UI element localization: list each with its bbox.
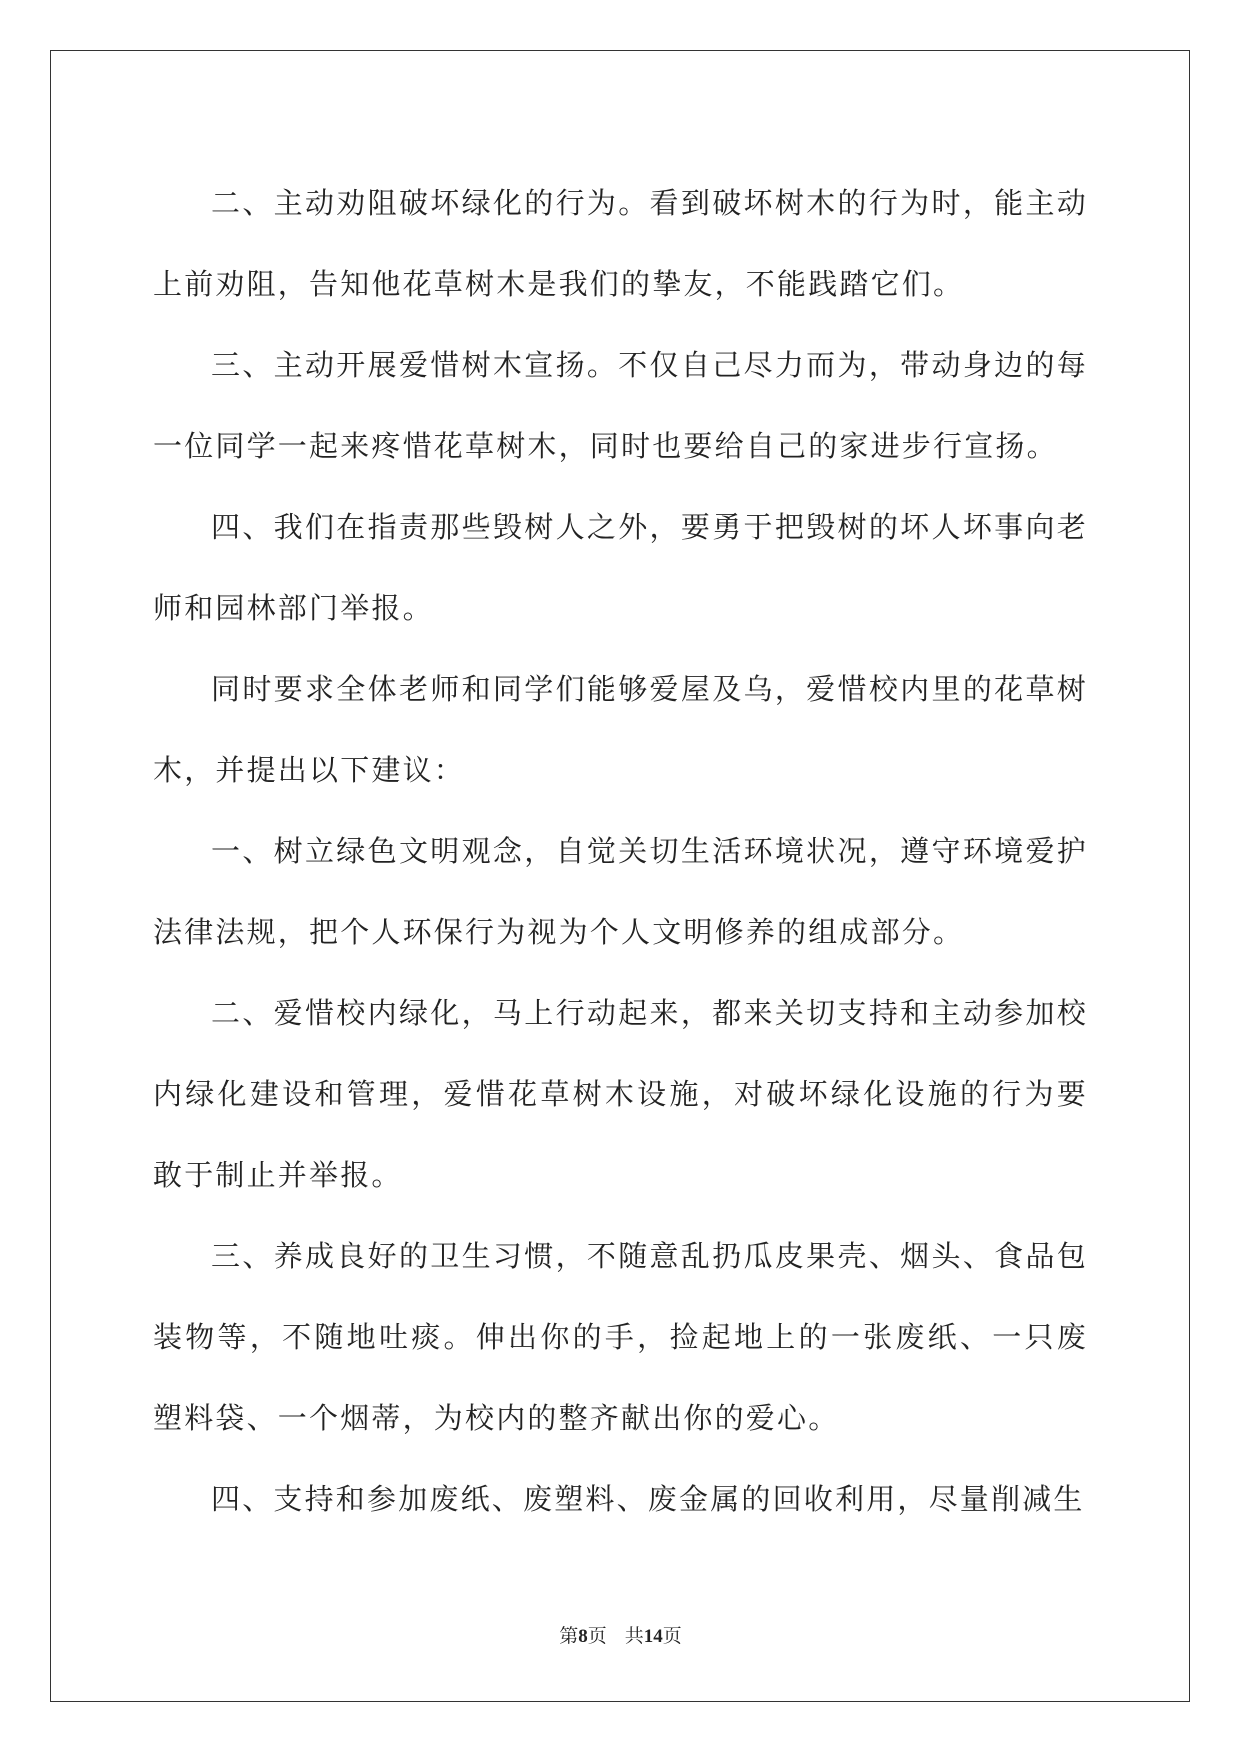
- paragraph: 同时要求全体老师和同学们能够爱屋及乌，爱惜校内里的花草树木，并提出以下建议：: [153, 672, 1088, 787]
- paragraph: 三、养成良好的卫生习惯，不随意乱扔瓜皮果壳、烟头、食品包装物等，不随地吐痰。伸出你的手，捡起地上的一张废纸、一只废塑料袋、一个烟蒂，为校内的整齐献出你的爱心。: [153, 1239, 1088, 1435]
- total-prefix: 共: [624, 1625, 644, 1647]
- total-suffix: 页: [662, 1625, 682, 1647]
- page-footer: [0, 1624, 1241, 1649]
- paragraph: 一、树立绿色文明观念，自觉关切生活环境状况，遵守环境爱护法律法规，把个人环保行为视为个人文明修养的组成部分。: [153, 834, 1088, 949]
- document-body: [153, 163, 1088, 1540]
- page-prefix: 第: [559, 1625, 579, 1647]
- paragraph: 二、爱惜校内绿化，马上行动起来，都来关切支持和主动参加校内绿化建设和管理，爱惜花草树木设施，对破坏绿化设施的行为要敢于制止并举报。: [153, 996, 1088, 1192]
- paragraph: 三、主动开展爱惜树木宣扬。不仅自己尽力而为，带动身边的每一位同学一起来疼惜花草树木，同时也要给自己的家进步行宣扬。: [153, 348, 1088, 463]
- total-pages: 14: [643, 1626, 663, 1647]
- paragraph: 二、主动劝阻破坏绿化的行为。看到破坏树木的行为时，能主动上前劝阻，告知他花草树木是我们的挚友，不能践踏它们。: [153, 186, 1088, 301]
- page-number: 8: [578, 1626, 588, 1647]
- page-suffix: 页: [587, 1625, 607, 1647]
- paragraph: 四、支持和参加废纸、废塑料、废金属的回收利用，尽量削减生: [211, 1482, 1085, 1516]
- paragraph: 四、我们在指责那些毁树人之外，要勇于把毁树的坏人坏事向老师和园林部门举报。: [153, 510, 1088, 625]
